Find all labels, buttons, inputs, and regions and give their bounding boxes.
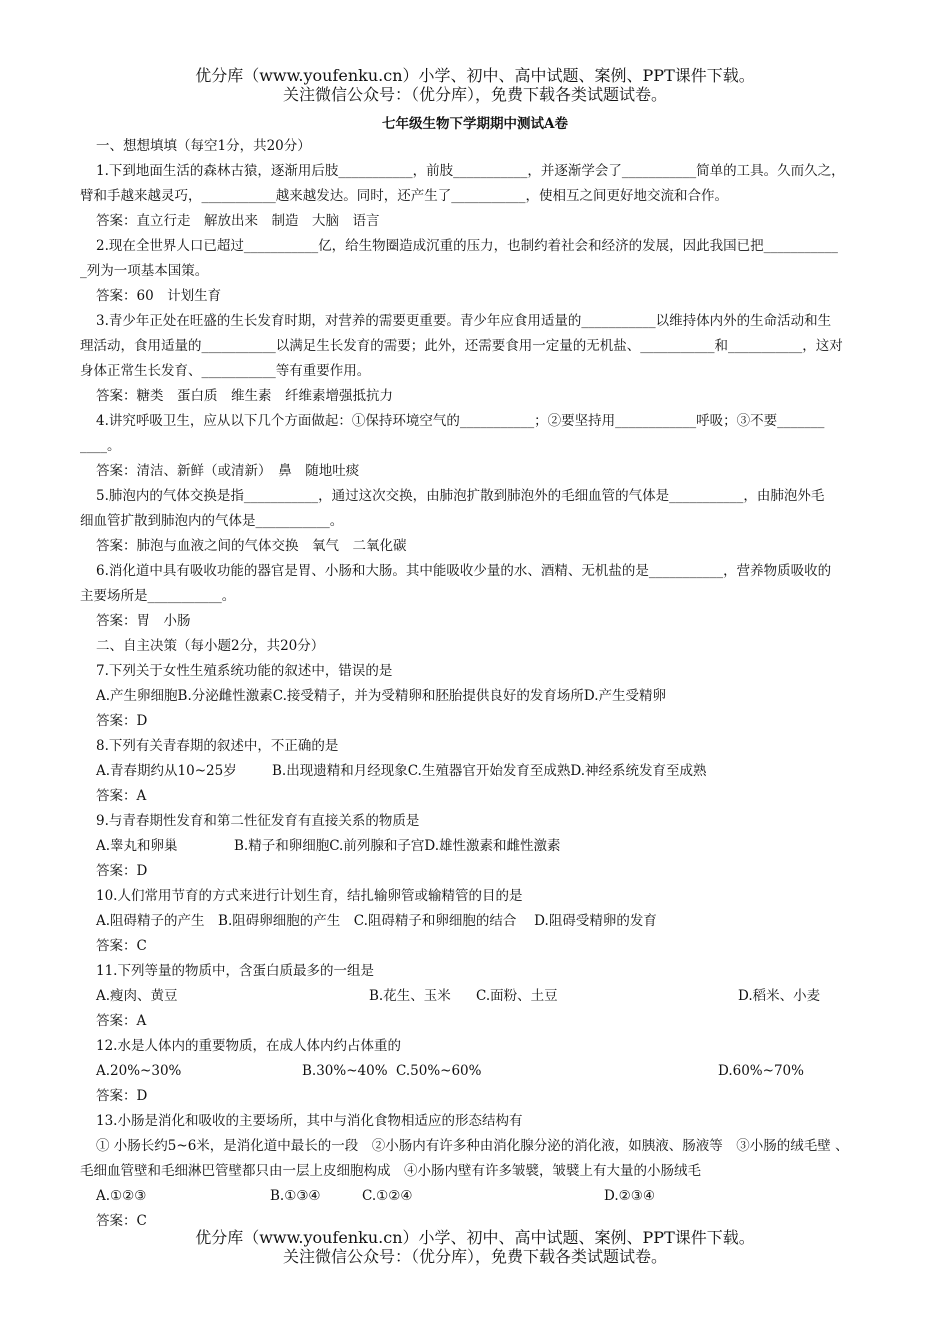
answer-2: 答案：60 计划生育 (96, 288, 222, 304)
question-11: 11.下列等量的物质中，含蛋白质最多的一组是 (96, 963, 374, 979)
header-line-2: 关注微信公众号：（优分库），免费下载各类试题试卷。 (282, 85, 667, 104)
question-1: 1.下到地面生活的森林古猿，逐渐用后肢___________，前肢___________，并逐渐学会了___________简单的工具。久而久之， (96, 163, 845, 179)
footer-line-2: 关注微信公众号：（优分库），免费下载各类试题试卷。 (282, 1247, 667, 1266)
option-13c: C.①②④ (362, 1188, 413, 1204)
question-2: 2.现在全世界人口已超过___________亿，给生物圈造成沉重的压力，也制约着社会和经济的发展，因此我国已把___________ (96, 238, 838, 254)
header-line-1: 优分库（www.youfenku.cn）小学、初中、高中试题、案例、PPT课件下载。 (195, 66, 755, 85)
section-heading-2: 二、自主决策（每小题2分，共20分） (96, 638, 325, 654)
option-13d: D.②③④ (604, 1188, 655, 1204)
question-10-options: A.阻碍精子的产生 B.阻碍卵细胞的产生 C.阻碍精子和卵细胞的结合 D.阻碍受精卵的发育 (96, 913, 657, 929)
page-footer (0, 1228, 950, 1266)
option-12a: A.20%~30% (96, 1063, 182, 1079)
footer-line-1: 优分库（www.youfenku.cn）小学、初中、高中试题、案例、PPT课件下载。 (195, 1228, 755, 1247)
question-3-cont2: 身体正常生长发育、___________等有重要作用。 (80, 363, 371, 379)
question-7: 7.下列关于女性生殖系统功能的叙述中，错误的是 (96, 663, 393, 679)
answer-9: 答案：D (96, 863, 148, 879)
question-4: 4.讲究呼吸卫生，应从以下几个方面做起：①保持环境空气的___________；②要坚持用____________呼吸；③不要_______ (96, 413, 825, 429)
answer-4: 答案：清洁、新鲜（或清新） 鼻 随地吐痰 (96, 463, 360, 479)
question-3: 3.青少年正处在旺盛的生长发育时期，对营养的需要更重要。青少年应食用适量的___________以维持体内外的生命活动和生 (96, 313, 832, 329)
answer-13: 答案：C (96, 1213, 147, 1229)
answer-12: 答案：D (96, 1088, 148, 1104)
page-header (0, 66, 950, 104)
exam-title: 七年级生物下学期期中测试A卷 (382, 116, 568, 132)
question-4-cont: ____。 (80, 438, 121, 454)
option-13a: A.①②③ (96, 1188, 147, 1204)
question-8: 8.下列有关青春期的叙述中，不正确的是 (96, 738, 339, 754)
question-13-options (96, 1184, 886, 1209)
option-11a: A.瘦肉、黄豆 (96, 988, 178, 1004)
question-1-cont: 臂和手越来越灵巧，___________越来越发达。同时，还产生了___________，使相互之间更好地交流和合作。 (80, 188, 728, 204)
question-9: 9.与青春期性发育和第二性征发育有直接关系的物质是 (96, 813, 420, 829)
question-12: 12.水是人体内的重要物质，在成人体内约占体重的 (96, 1038, 401, 1054)
option-13b: B.①③④ (270, 1188, 321, 1204)
option-11d: D.稻米、小麦 (738, 988, 821, 1004)
question-9-options (96, 834, 886, 859)
question-6-cont: 主要场所是___________。 (80, 588, 236, 604)
question-8-options (96, 759, 886, 784)
option-8a: A.青春期约从10~25岁 (96, 763, 237, 779)
question-11-options (96, 984, 886, 1009)
answer-10: 答案：C (96, 938, 147, 954)
option-9a: A.睾丸和卵巢 (96, 838, 178, 854)
option-12b: B.30%~40% (302, 1063, 388, 1079)
question-10: 10.人们常用节育的方式来进行计划生育，结扎输卵管或输精管的目的是 (96, 888, 523, 904)
question-13-statements: ① 小肠长约5~6米，是消化道中最长的一段 ②小肠内有许多种由消化腺分泌的消化液，如胰液、肠液等 ③小肠的绒毛壁 、 (96, 1138, 849, 1154)
question-5-cont: 细血管扩散到肺泡内的气体是___________。 (80, 513, 344, 529)
question-7-options: A.产生卵细胞B.分泌雌性激素C.接受精子，并为受精卵和胚胎提供良好的发育场所D.产生受精卵 (96, 688, 667, 704)
question-2-cont: _列为一项基本国策。 (80, 263, 209, 279)
option-12d: D.60%~70% (718, 1063, 804, 1079)
question-5: 5.肺泡内的气体交换是指___________，通过这次交换，由肺泡扩散到肺泡外的毛细血管的气体是___________，由肺泡外毛 (96, 488, 825, 504)
option-11b: B.花生、玉米 (369, 988, 451, 1004)
answer-3: 答案：糖类 蛋白质 维生素 纤维素增强抵抗力 (96, 388, 393, 404)
question-13: 13.小肠是消化和吸收的主要场所，其中与消化食物相适应的形态结构有 (96, 1113, 523, 1129)
exam-body (80, 134, 886, 1234)
question-13-statements-cont: 毛细血管壁和毛细淋巴管壁都只由一层上皮细胞构成 ④小肠内壁有许多皱襞，皱襞上有大量的小肠绒毛 (80, 1163, 701, 1179)
answer-7: 答案：D (96, 713, 148, 729)
answer-11: 答案：A (96, 1013, 147, 1029)
answer-5: 答案：肺泡与血液之间的气体交换 氧气 二氧化碳 (96, 538, 407, 554)
answer-6: 答案：胃 小肠 (96, 613, 191, 629)
section-heading-1: 一、想想填填（每空1分，共20分） (96, 138, 311, 154)
question-12-options (96, 1059, 886, 1084)
answer-8: 答案：A (96, 788, 147, 804)
option-12c: C.50%~60% (396, 1063, 482, 1079)
option-9b-d: B.精子和卵细胞C.前列腺和子宫D.雄性激素和雌性激素 (234, 838, 561, 854)
option-8b-d: B.出现遗精和月经现象C.生殖器官开始发育至成熟D.神经系统发育至成熟 (272, 763, 707, 779)
question-6: 6.消化道中具有吸收功能的器官是胃、小肠和大肠。其中能吸收少量的水、酒精、无机盐的是___________，营养物质吸收的 (96, 563, 832, 579)
option-11c: C.面粉、土豆 (476, 988, 558, 1004)
question-3-cont: 理活动，食用适量的___________以满足生长发育的需要；此外，还需要食用一定量的无机盐、___________和___________，这对 (80, 338, 843, 354)
answer-1: 答案：直立行走 解放出来 制造 大脑 语言 (96, 213, 380, 229)
